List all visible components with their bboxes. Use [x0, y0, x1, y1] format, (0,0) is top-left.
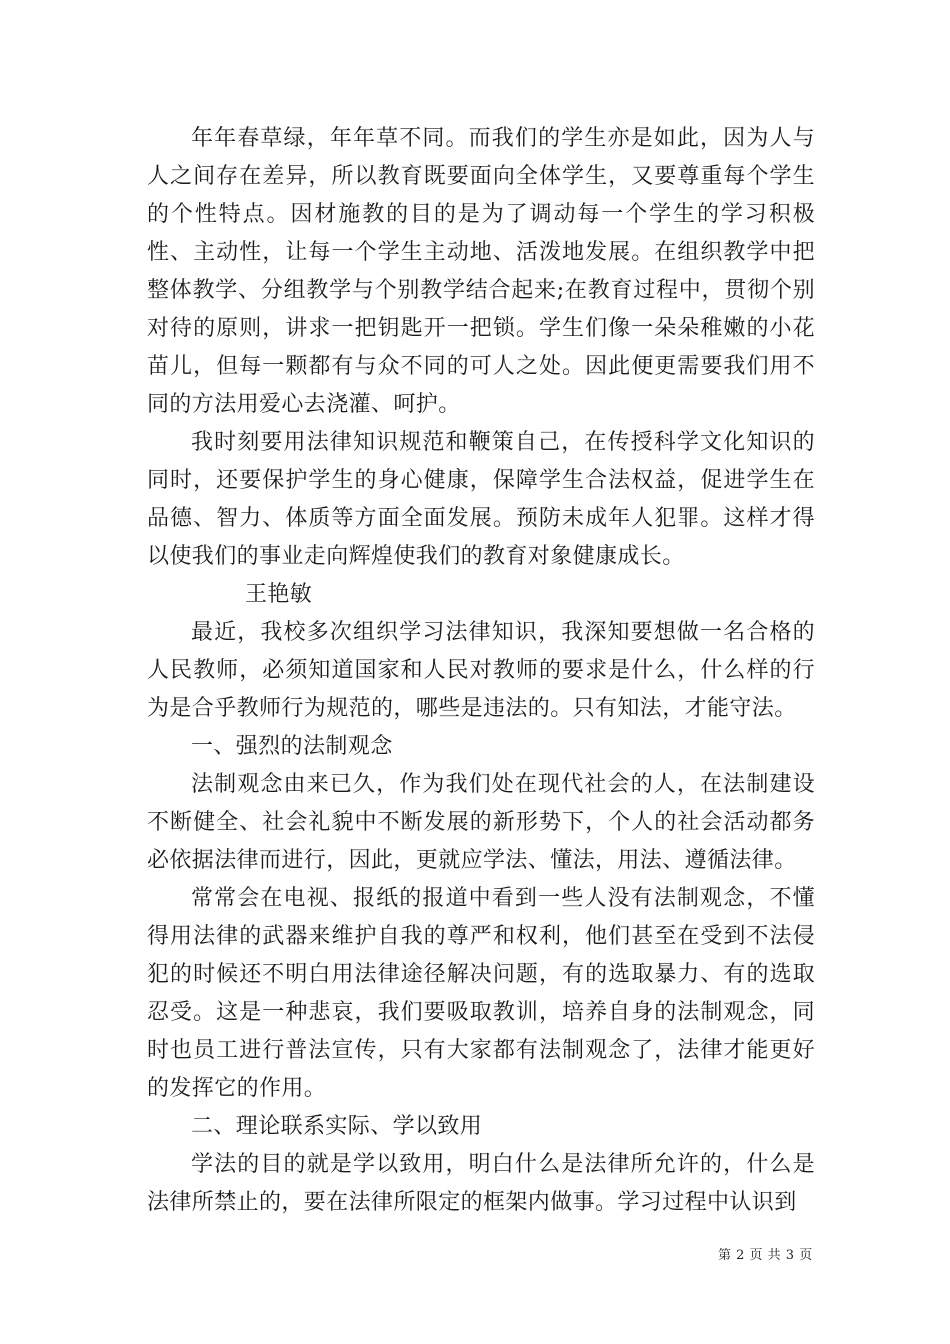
document-body [147, 120, 815, 1222]
page-number-footer: 第 2 页 共 3 页 [718, 1248, 813, 1263]
paragraph-apply-learning: 学法的目的就是学以致用，明白什么是法律所允许的，什么是法律所禁止的，要在法律所限定的框架内做事。学习过程中认识到 [147, 1152, 815, 1215]
paragraph-teaching-individuality: 年年春草绿，年年草不同。而我们的学生亦是如此，因为人与人之间存在差异，所以教育既要面向全体学生，又要尊重每个学生的个性特点。因材施教的目的是为了调动每一个学生的学习积极性、主动性，让每一个学生主动地、活泼地发展。在组织教学中把整体教学、分组教学与个别教学结合起来;在教育过程中，贯彻个别对待的原则，讲求一把钥匙开一把锁。学生们像一朵朵稚嫩的小花苗儿，但每一颗都有与众不同的可人之处。因此便更需要我们用不同的方法用爱心去浇灌、呵护。 [147, 126, 815, 417]
paragraph-news-examples: 常常会在电视、报纸的报道中看到一些人没有法制观念，不懂得用法律的武器来维护自我的尊严和权利，他们甚至在受到不法侵犯的时候还不明白用法律途径解决问题，有的选取暴力、有的选取忍受。这是一种悲哀，我们要吸取教训，培养自身的法制观念，同时也员工进行普法宣传，只有大家都有法制观念了，法律才能更好的发挥它的作用。 [147, 886, 815, 1101]
paragraph-law-self-discipline: 我时刻要用法律知识规范和鞭策自己，在传授科学文化知识的同时，还要保护学生的身心健康，保障学生合法权益，促进学生在品德、智力、体质等方面全面发展。预防未成年人犯罪。这样才得以使我们的事业走向辉煌使我们的教育对象健康成长。 [147, 430, 815, 569]
section-heading-2: 二、理论联系实际、学以致用 [191, 1114, 483, 1139]
paragraph-legal-concept: 法制观念由来已久，作为我们处在现代社会的人，在法制建设不断健全、社会礼貌中不断发展的新形势下，个人的社会活动都务必依据法律而进行，因此，更就应学法、懂法，用法、遵循法律。 [147, 772, 815, 873]
section-heading-1: 一、强烈的法制观念 [191, 734, 393, 759]
author-name: 王艳敏 [245, 582, 313, 607]
paragraph-law-study-intro: 最近，我校多次组织学习法律知识，我深知要想做一名合格的人民教师，必须知道国家和人民对教师的要求是什么，什么样的行为是合乎教师行为规范的，哪些是违法的。只有知法，才能守法。 [147, 620, 815, 721]
